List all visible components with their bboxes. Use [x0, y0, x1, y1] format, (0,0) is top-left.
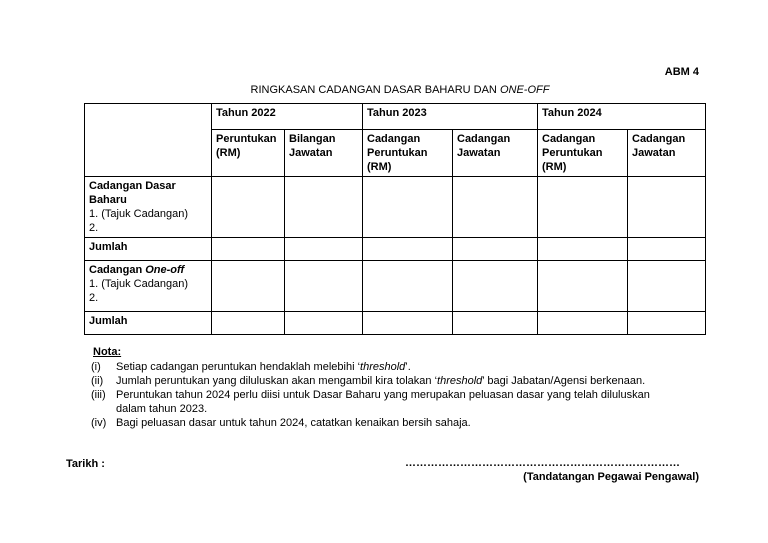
- note-item: [91, 360, 693, 374]
- data-cell[interactable]: [363, 177, 453, 238]
- note-item: [91, 416, 693, 430]
- section-heading: Cadangan Dasar Baharu: [89, 180, 176, 206]
- data-cell[interactable]: [453, 312, 538, 335]
- data-cell[interactable]: [628, 177, 706, 238]
- subheader-cell: Cadangan Peruntukan (RM): [363, 130, 453, 177]
- data-cell[interactable]: [628, 312, 706, 335]
- note-number: (ii): [91, 375, 104, 387]
- data-cell[interactable]: [285, 177, 363, 238]
- data-cell[interactable]: [453, 177, 538, 238]
- data-cell[interactable]: [453, 261, 538, 312]
- subheader-cell: Cadangan Jawatan: [628, 130, 706, 177]
- data-cell[interactable]: [453, 238, 538, 261]
- subheader-cell: Bilangan Jawatan: [285, 130, 363, 177]
- signature-line: …………………………………………………………………: [405, 457, 680, 469]
- total-label: Jumlah: [85, 312, 212, 335]
- data-cell[interactable]: [212, 261, 285, 312]
- data-cell[interactable]: [363, 261, 453, 312]
- note-text: Peruntukan tahun 2024 perlu diisi untuk Dasar Baharu yang merupakan peluasan dasar yang telah diluluskan dalam tahun 2023.: [116, 389, 650, 415]
- header-blank-cell: [85, 104, 212, 177]
- data-cell[interactable]: [212, 312, 285, 335]
- note-number: (iv): [91, 417, 107, 429]
- data-cell[interactable]: [538, 312, 628, 335]
- data-cell[interactable]: [285, 312, 363, 335]
- note-item: [91, 374, 693, 388]
- note-text: Setiap cadangan peruntukan hendaklah melebihi ‘threshold’.: [116, 361, 411, 373]
- data-cell[interactable]: [538, 238, 628, 261]
- data-cell[interactable]: [285, 238, 363, 261]
- title-main: RINGKASAN CADANGAN DASAR BAHARU DAN: [250, 84, 500, 96]
- subheader-cell: Cadangan Jawatan: [453, 130, 538, 177]
- date-label: Tarikh :: [66, 458, 105, 470]
- year-header: Tahun 2023: [363, 104, 538, 130]
- data-cell[interactable]: [363, 238, 453, 261]
- data-cell[interactable]: [363, 312, 453, 335]
- table-row: [85, 261, 706, 312]
- section-label-cell: [85, 261, 212, 312]
- note-number: (i): [91, 361, 101, 373]
- notes-section: [93, 346, 693, 430]
- notes-title: Nota:: [93, 346, 122, 358]
- proposal-summary-table: [84, 103, 706, 335]
- subheader-cell: Cadangan Peruntukan (RM): [538, 130, 628, 177]
- data-cell[interactable]: [538, 261, 628, 312]
- year-header: Tahun 2024: [538, 104, 706, 130]
- section-item: 1. (Tajuk Cadangan): [89, 208, 189, 220]
- section-heading: Cadangan One-off: [89, 264, 185, 276]
- data-cell[interactable]: [628, 238, 706, 261]
- data-cell[interactable]: [212, 177, 285, 238]
- note-text: Jumlah peruntukan yang diluluskan akan mengambil kira tolakan ‘threshold’ bagi Jabatan/Agensi berkenaan.: [116, 375, 646, 387]
- data-cell[interactable]: [628, 261, 706, 312]
- table-row: [85, 312, 706, 335]
- subheader-cell: Peruntukan (RM): [212, 130, 285, 177]
- data-cell[interactable]: [285, 261, 363, 312]
- page-title: [0, 84, 768, 96]
- section-item: 1. (Tajuk Cadangan): [89, 278, 189, 290]
- table-row: [85, 238, 706, 261]
- note-item: [91, 388, 693, 416]
- form-code: ABM 4: [664, 66, 699, 78]
- note-number: (iii): [91, 389, 106, 401]
- signature-label: (Tandatangan Pegawai Pengawal): [523, 471, 699, 483]
- section-label-cell: [85, 177, 212, 238]
- title-italic: ONE-OFF: [499, 84, 550, 96]
- data-cell[interactable]: [212, 238, 285, 261]
- year-header: Tahun 2022: [212, 104, 363, 130]
- table-row: [85, 104, 706, 130]
- data-cell[interactable]: [538, 177, 628, 238]
- section-item: 2.: [89, 222, 99, 234]
- note-text: Bagi peluasan dasar untuk tahun 2024, catatkan kenaikan bersih sahaja.: [116, 417, 471, 429]
- table-row: [85, 177, 706, 238]
- section-item: 2.: [89, 292, 99, 304]
- total-label: Jumlah: [85, 238, 212, 261]
